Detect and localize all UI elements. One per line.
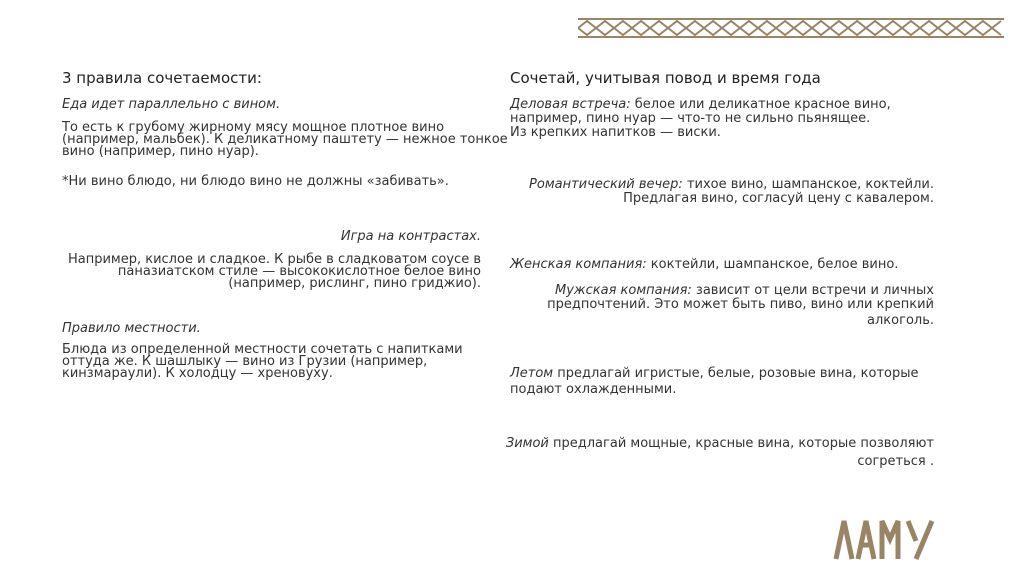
men-company-line: Мужская компания: зависит от цели встречи и личных: [555, 283, 934, 298]
rule1-body-line: То есть к грубому жирному мясу мощное плотное вино: [62, 120, 445, 135]
summer-line: подают охлажденными.: [510, 382, 677, 397]
left-heading: 3 правила сочетаемости:: [62, 69, 262, 87]
rule3-body-line: Блюда из определенной местности сочетать с напитками: [62, 342, 463, 357]
business-meeting-line: Деловая встреча: белое или деликатное красное вино,: [510, 97, 891, 112]
summer-line: Летом предлагай игристые, белые, розовые вина, которые: [510, 366, 919, 381]
right-heading: Сочетай, учитывая повод и время года: [510, 69, 821, 87]
rule1-note: *Ни вино блюдо, ни блюдо вино не должны «забивать».: [62, 174, 449, 189]
rule3-body-line: оттуда же. К шашлыку — вино из Грузии (например,: [62, 354, 428, 369]
rule1-body-line: вино (например, пино нуар).: [62, 144, 259, 159]
romantic-evening-line: Предлагая вино, согласуй цену с кавалером.: [623, 191, 934, 206]
men-company-label: Мужская компания:: [555, 283, 692, 298]
winter-line: Зимой предлагай мощные, красные вина, которые позволяют: [505, 436, 934, 451]
winter-line: согреться .: [857, 454, 934, 469]
rule1-title: Еда идет параллельно с вином.: [62, 97, 281, 112]
rule2-body-line: (например, рислинг, пино гриджио).: [228, 276, 481, 291]
rule2-title: Игра на контрастах.: [340, 229, 481, 244]
business-meeting-label: Деловая встреча:: [510, 97, 631, 112]
rule2-body-line: Например, кислое и сладкое. К рыбе в сладковатом соусе в: [67, 252, 481, 267]
rule3-body-line: кинзмараули). К холодцу — хреновуху.: [62, 366, 333, 381]
men-company-line: алкоголь.: [867, 313, 934, 328]
summer-label: Летом: [510, 366, 554, 381]
business-meeting-line: Из крепких напитков — виски.: [510, 125, 721, 140]
ornament-border: [578, 17, 1004, 39]
rule2-body-line: паназиатском стиле — высококислотное белое вино: [117, 264, 481, 279]
rule1-body-line: (например, мальбек). К деликатному паштету — нежное тонкое: [62, 132, 508, 147]
business-meeting-line: например, пино нуар — что-то не сильно пьянящее.: [510, 111, 871, 126]
winter-label: Зимой: [505, 436, 549, 451]
women-company-line: Женская компания: коктейли, шампанское, белое вино.: [510, 257, 899, 272]
women-company-label: Женская компания:: [510, 257, 647, 272]
rule3-title: Правило местности.: [62, 321, 201, 336]
romantic-evening-label: Романтический вечер:: [529, 177, 683, 192]
lamu-logo: [832, 517, 936, 561]
romantic-evening-line: Романтический вечер: тихое вино, шампанское, коктейли.: [529, 177, 934, 192]
men-company-line: предпочтений. Это может быть пиво, вино или крепкий: [547, 297, 934, 312]
